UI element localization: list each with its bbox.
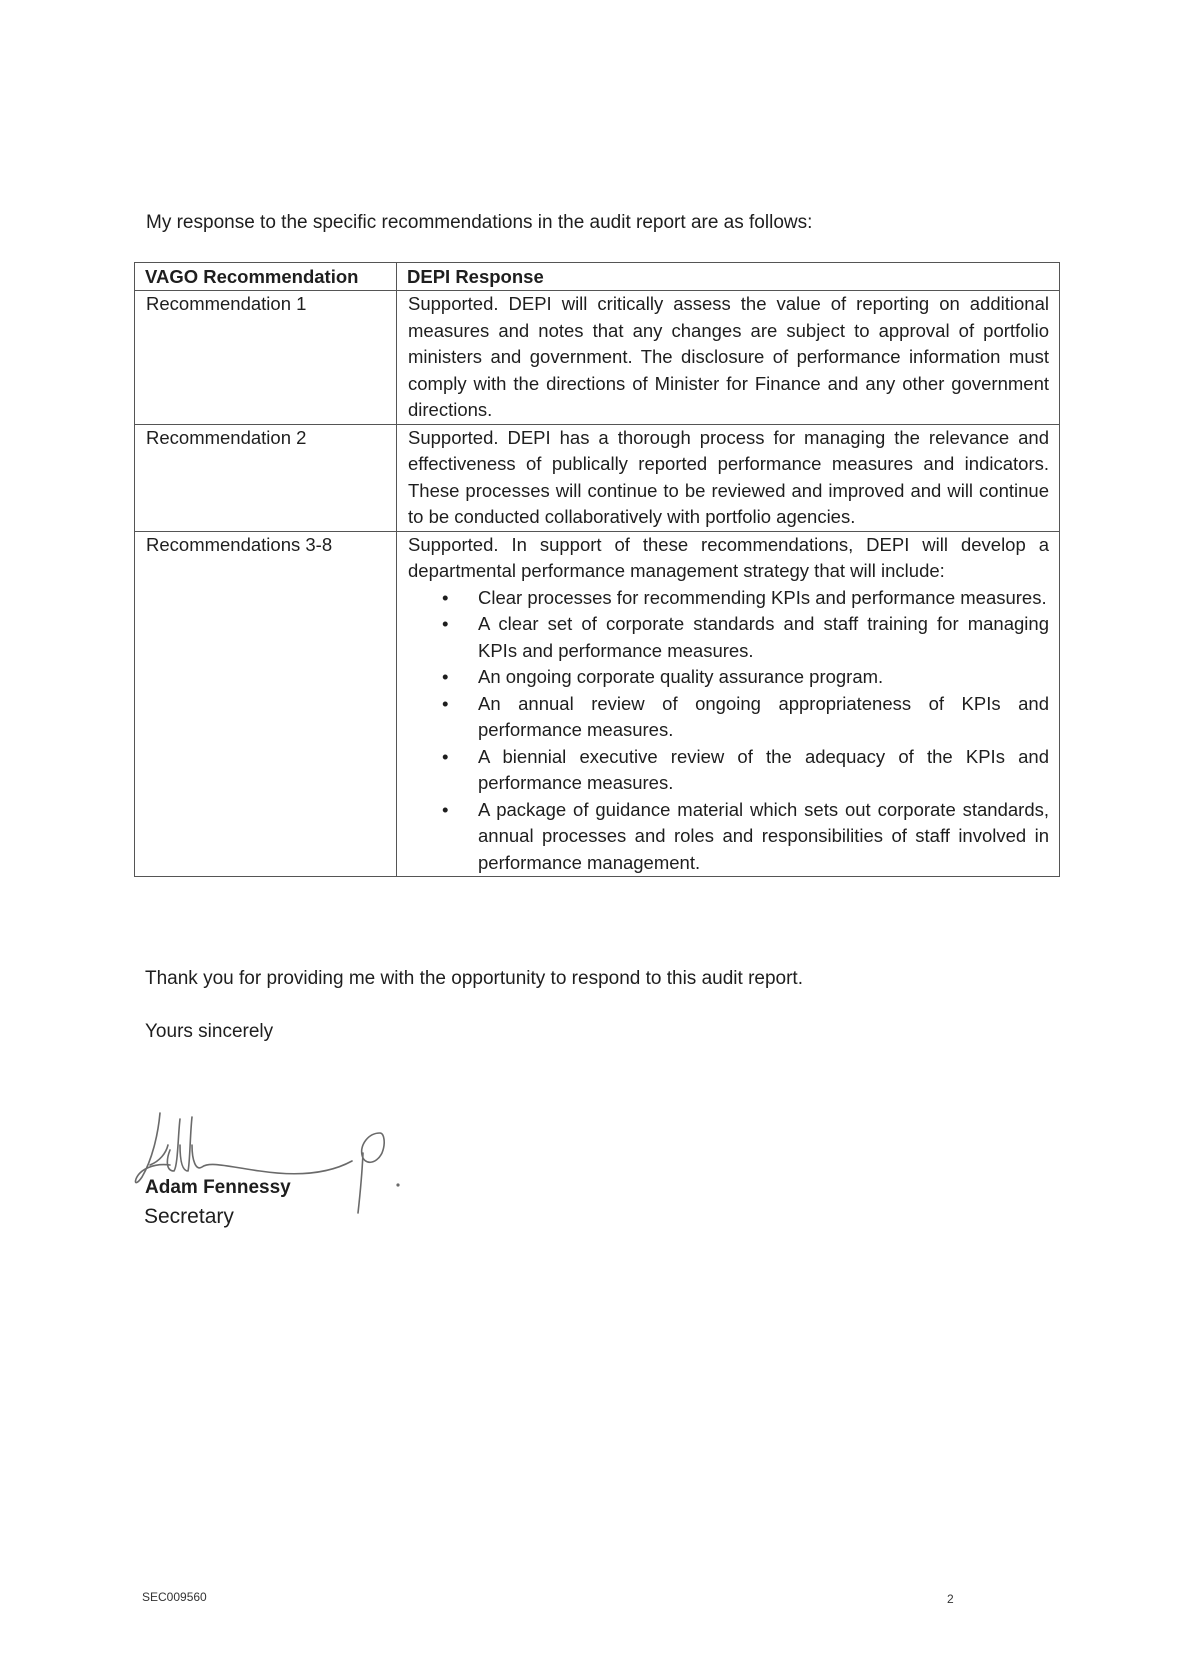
bullet-icon: • (442, 745, 449, 767)
document-reference: SEC009560 (142, 1590, 207, 1604)
table-header-row (135, 263, 1060, 291)
list-item-text: An ongoing corporate quality assurance program. (478, 666, 884, 687)
list-item-text: Clear processes for recommending KPIs and performance measures. (478, 586, 1047, 608)
list-item (442, 744, 1049, 797)
list-item (442, 797, 1049, 877)
thanks-paragraph: Thank you for providing me with the opportunity to respond to this audit report. (145, 968, 803, 989)
recommendations-table (134, 262, 1060, 877)
bullet-icon: • (442, 613, 449, 634)
list-item-text: A clear set of corporate standards and staff training for managing KPIs and performance measures. (478, 613, 1049, 661)
bullet-icon: • (442, 586, 449, 608)
response-text: Supported. DEPI will critically assess the value of reporting on additional measures and notes that any changes are subject to approval of portfolio ministers and government. The disclosure of performance information must comply with the directions of Minister for Finance and any other government directions. (408, 293, 1049, 420)
table-row (135, 424, 1060, 531)
list-item-text: A package of guidance material which sets out corporate standards, annual processes and roles and responsibilities of staff involved in performance management. (478, 798, 1049, 873)
intro-paragraph: My response to the specific recommendations in the audit report are as follows: (146, 212, 813, 233)
bullet-icon: • (442, 798, 449, 820)
list-item (442, 691, 1049, 744)
list-item-text: An annual review of ongoing appropriateness of KPIs and performance measures. (478, 692, 1049, 740)
list-item-text: A biennial executive review of the adequacy of the KPIs and performance measures. (478, 745, 1049, 793)
strategy-bullet-list (408, 585, 1049, 877)
table-row (135, 531, 1060, 877)
recommendation-cell: Recommendation 2 (135, 424, 397, 531)
table-row (135, 291, 1060, 425)
recommendation-cell: Recommendations 3-8 (135, 531, 397, 877)
response-text: Supported. DEPI has a thorough process for managing the relevance and effectiveness of publically reported performance measures and indicators. These processes will continue to be reviewed and improved and will continue to be conducted collaboratively with portfolio agencies. (408, 426, 1049, 527)
list-item (442, 664, 1049, 691)
header-vago-recommendation: VAGO Recommendation (135, 263, 397, 291)
list-item (442, 611, 1049, 664)
signer-name: Adam Fennessy (145, 1177, 291, 1198)
bullet-icon: • (442, 692, 449, 714)
response-cell (397, 531, 1060, 877)
closing-salutation: Yours sincerely (145, 1021, 274, 1042)
response-text: Supported. In support of these recommendations, DEPI will develop a departmental performance management strategy that will include: (408, 533, 1049, 581)
signer-title: Secretary (144, 1205, 234, 1228)
recommendation-cell: Recommendation 1 (135, 291, 397, 425)
response-cell (397, 291, 1060, 425)
bullet-icon: • (442, 666, 449, 687)
response-cell (397, 424, 1060, 531)
header-depi-response: DEPI Response (397, 263, 1060, 291)
list-item (442, 585, 1049, 612)
page-number: 2 (947, 1592, 954, 1606)
